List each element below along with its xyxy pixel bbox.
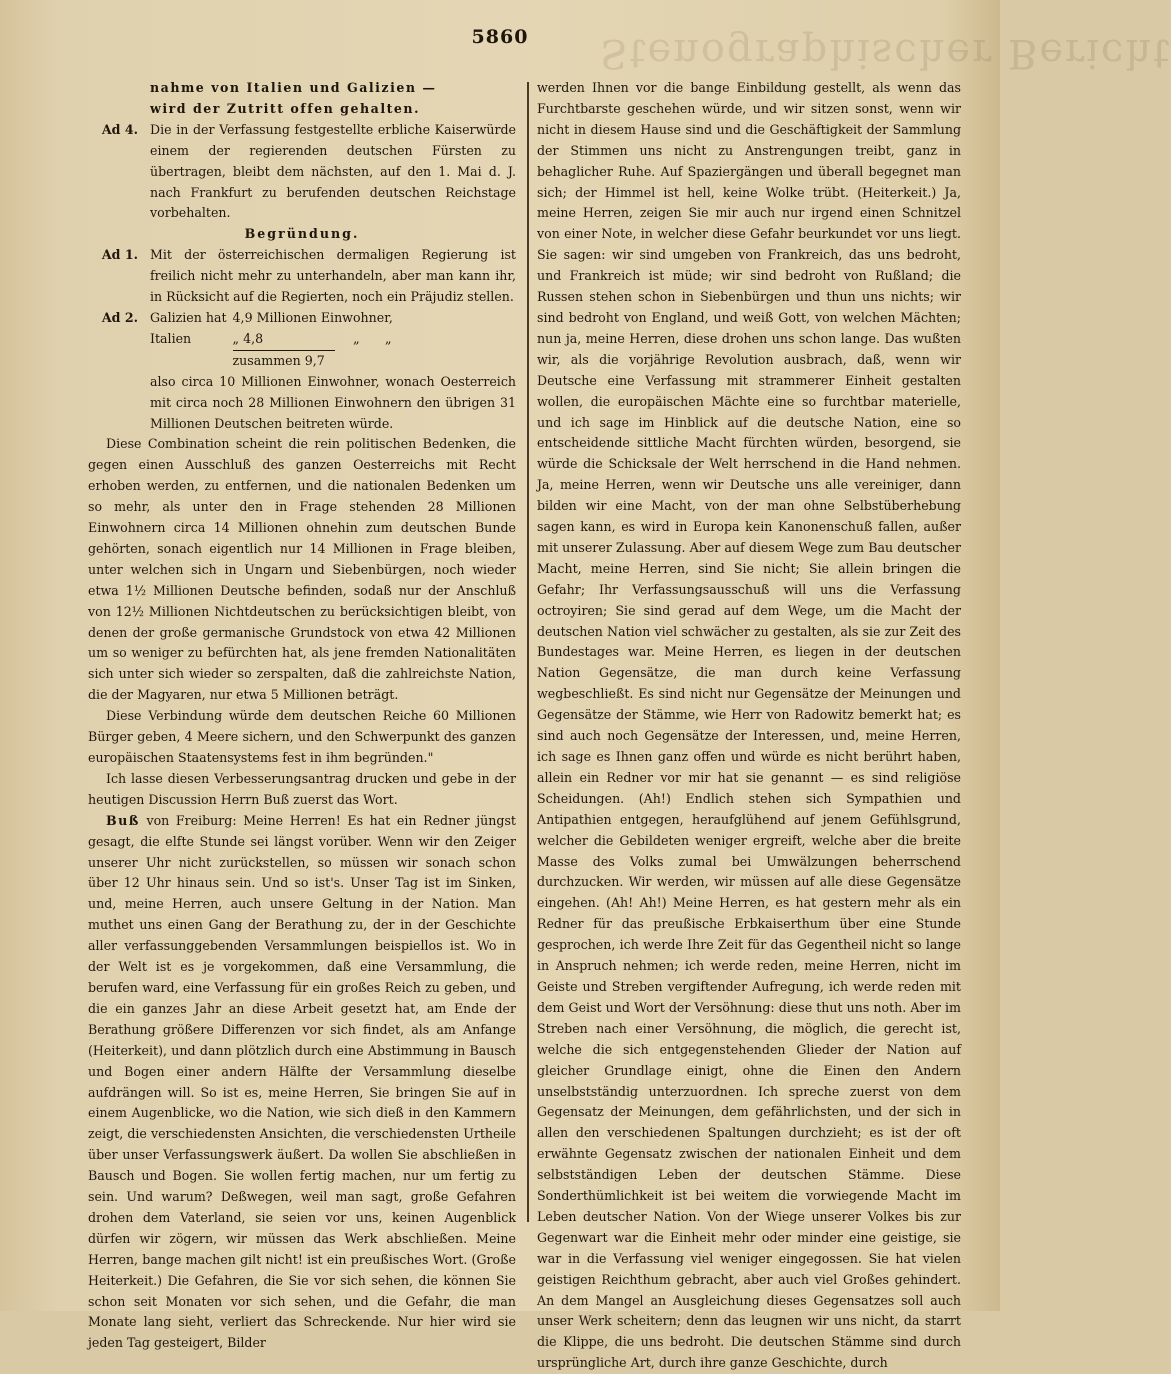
table-cell: 4,9 Millionen Einwohner, bbox=[232, 309, 393, 325]
ad2-content bbox=[150, 308, 516, 434]
paragraph: Diese Verbindung würde dem deutschen Reiche 60 Millionen Bürger geben, 4 Meere sichern, und den Schwerpunkt des ganzen europäischen Staatensystems fest in ihm begründen." bbox=[88, 708, 516, 765]
intro-line: wird der Zutritt offen gehalten. bbox=[150, 100, 420, 116]
left-column bbox=[88, 78, 516, 1354]
right-column bbox=[537, 78, 961, 1374]
speech-paragraph bbox=[88, 811, 516, 1355]
paragraph: werden Ihnen vor die bange Einbildung gestellt, als wenn das Furchtbarste geschehen würde, und wir sitzen sonst, wenn wir nicht in diesem Hause sind und die Geschäftigkeit der Sammlung der Stimmen uns nicht zu Anstrengungen treibt, ganz in behaglicher Ruhe. Auf Spaziergängen und überall begegnet man sich; der Himmel ist hell, keine Wolke trübt. (Heiterkeit.) Ja, meine Herren, zeigen Sie mir auch nur irgend einen Schnitzel von einer Note, in welcher diese Gefahr beurkundet vor uns liegt. Sie sagen: wir sind umgeben von Frankreich, das uns bedroht, und Frankreich ist müde; wir sind bedroht von Rußland; die Russen stehen schon in Siebenbürgen und thun uns nichts; wir sind bedroht von England, und weiß Gott, von welchen Mächten; nun ja, meine Herren, diese drohen uns schon lange. Das wußten wir, als die vorjährige Revolution ausbrach, daß, wenn wir Deutsche eine Verfassung mit strammerer Einheit gestalten wollen, die europäischen Mächte eine so furchtbar materielle, und ich sage im Hinblick auf die deutsche Nation, eine so entscheidende sittliche Macht fürchten würden, besorgend, sie würde die Schicksale der Welt herrschend in die Hand nehmen. Ja, meine Herren, wenn wir Deutsche uns alle vereiniger, dann bilden wir eine Macht, von der man ohne Selbstüberhebung sagen kann, es wird in Europa kein Kanonenschuß fallen, außer mit unserer Zulassung. Aber auf diesem Wege zum Bau deutscher Macht, meine Herren, sind Sie nicht; Sie allein bringen die Gefahr; Ihr Verfassungsausschuß will uns die Verfassung octroyiren; Sie sind gerad auf dem Wege, um die Macht der deutschen Nation viel schwächer zu gestalten, als sie zur Zeit des Bundestages war. Meine Herren, es liegen in der deutschen Nation Gegensätze, die man durch keine Verfassung wegbeschließt. Es sind nicht nur Gegensätze der Meinungen und Gegensätze der Stämme, wie Herr von Radowitz bemerkt hat; es sind auch noch Gegensätze der Interessen, und, meine Herren, ich sage es Ihnen ganz offen und würde es nicht berührt haben, allein ein Redner vor mir hat sie genannt — es sind religiöse Scheidungen. (Ah!) Endlich stehen sich Sympathien und Antipathien entgegen, heraufglühend auf jenem Gefühlsgrund, welcher die Gebildeten weniger ergreift, welche aber die breite Masse des Volks zumal bei Umwälzungen beherrschend durchzucken. Wir werden, wir müssen auf alle diese Gegensätze eingehen. (Ah! Ah!) Meine Herren, es hat gestern mehr als ein Redner für das preußische Erbkaiserthum über eine Stunde gesprochen, ich werde Ihre Zeit für das Gegentheil nicht so lange in Anspruch nehmen; ich werde reden, meine Herren, nicht im Geiste und Streben vergiftender Aufregung, ich werde reden mit dem Geist und Wort der Versöhnung: diese thut uns noth. Aber im Streben nach einer Versöhnung, die möglich, die gerecht ist, welche die sich entgegenstehenden Glieder der Nation auf gleicher Grundlage einigt, ohne die Einen den Andern unselbstständig unterzuordnen. Ich spreche zuerst von dem Gegensatz der Meinungen, dem gefährlichsten, und der sich in allen den verschiedenen Spaltungen durchzieht; es ist der oft erwähnte Gegensatz zwischen der nationalen Einheit und dem selbstständigen Leben der deutschen Stämme. Diese Sonderthümlichkeit ist bei weitem die vorwiegende Macht im Leben deutscher Nation. Von der Wiege unserer Volkes bis zur Gegenwart war die Einheit mehr oder minder eine geistige, sie war in die Verfassung viel weniger eingegossen. Sie hat vielen geistigen Reichthum gebracht, aber auch viel Großes gehindert. An dem Mangel an Ausgleichung dieses Gegensatzes soll auch unser Werk scheitern; denn das leugnen wir uns nicht, da starrt die Klippe, die uns bedroht. Die deutschen Stämme sind durch ursprüngliche Art, durch ihre ganze Geschichte, durch bbox=[537, 80, 961, 1371]
table-cell: „ bbox=[353, 330, 360, 346]
ad2-after-text: also circa 10 Millionen Einwohner, wonach Oesterreich mit circa noch 28 Millionen Einwohnern den übrigen 31 Millionen Deutschen beitreten würde. bbox=[150, 373, 516, 431]
table-cell: Galizien hat bbox=[150, 309, 227, 325]
table-cell: „ 4,8 bbox=[232, 330, 264, 346]
table-cell: Italien bbox=[150, 330, 192, 346]
intro-block bbox=[88, 78, 516, 120]
speech-text: von Freiburg: Meine Herren! Es hat ein Redner jüngst gesagt, die elfte Stunde sei längst vorüber. Wenn wir den Zeiger unserer Uhr nicht zurückstellen, so müssen wir sonach schon über 12 Uhr hinaus sein. Und so ist's. Unser Tag ist im Sinken, und, meine Herren, auch unsere Geltung in der Nation. Man muthet uns einen Gang der Berathung zu, der in der Geschichte aller verfassunggebenden Versammlungen beispiellos ist. Wo in der Welt ist es je vorgekommen, daß eine Versammlung, die berufen ward, eine Verfassung für ein großes Reich zu geben, und die ein ganzes Jahr an diese Arbeit gesetzt hat, am Ende der Berathung größere Differenzen vor sich findet, als am Anfange (Heiterkeit), und dann plötzlich durch eine Abstimmung in Bausch und Bogen einer andern Hälfte der Versammlung dieselbe aufdrängen will. So ist es, meine Herren, Sie bringen Sie auf in einem Augenblicke, wo die Nation, wie sich dieß in den Kammern zeigt, die verschiedensten Ansichten, die verschiedensten Urtheile über unser Verfassungswerk äußert. Da wollen Sie abschließen in Bausch und Bogen. Sie wollen fertig machen, nur um fertig zu sein. Und warum? Deßwegen, weil man sagt, große Gefahren drohen dem Vaterland, sie seien vor uns, keinen Augenblick dürfen wir zögern, wir müssen das Werk abschließen. Meine Herren, bange machen gilt nicht! ist ein preußisches Wort. (Große Heiterkeit.) Die Gefahren, die Sie vor sich sehen, die können Sie schon seit Monaten vor sich sehen, und die Gefahr, die man Monate lang sieht, verliert das Schreckende. Nur hier wird sie jeden Tag gesteigert, Bilder bbox=[88, 812, 516, 1351]
table-row bbox=[150, 350, 399, 372]
ad4-text: Die in der Verfassung festgestellte erbliche Kaiserwürde einem der regierenden deutschen Fürsten zu übertragen, bleibt dem nächsten, auf den 1. Mai d. J. nach Frankfurt zu berufenden deutschen Reichstage vorbehalten. bbox=[150, 121, 516, 221]
table-row bbox=[150, 308, 399, 329]
section-heading: Begründung. bbox=[244, 226, 360, 242]
paragraph: Ich lasse diesen Verbesserungsantrag drucken und gebe in der heutigen Discussion Herrn Buß zuerst das Wort. bbox=[88, 770, 516, 807]
table-row bbox=[150, 329, 399, 350]
ad2-block bbox=[88, 308, 516, 434]
speaker-name: Buß bbox=[106, 812, 140, 828]
ad4-block bbox=[88, 120, 516, 225]
column-divider bbox=[527, 82, 529, 1222]
ad4-label: Ad 4. bbox=[101, 121, 138, 137]
ad1-label: Ad 1. bbox=[101, 247, 138, 263]
ad1-block bbox=[88, 245, 516, 308]
intro-line: nahme von Italien und Galizien — bbox=[150, 80, 437, 95]
ad1-text: Mit der österreichischen dermaligen Regierung ist freilich nicht mehr zu unterhandeln, aber man kann ihr, in Rücksicht auf die Regierten, noch ein Präjudiz stellen. bbox=[150, 247, 516, 305]
paragraph: Diese Combination scheint die rein politischen Bedenken, die gegen einen Ausschluß des ganzen Oesterreichs mit Recht erhoben werden, zu entfernen, und die nationalen Bedenken um so mehr, als unter den in Frage stehenden 28 Millionen Einwohnern circa 14 Millionen ohnehin zum deutschen Bunde gehörten, sonach eigentlich nur 14 Millionen in Frage bleiben, unter welchen sich in Ungarn und Siebenbürgen, noch wieder etwa 1½ Millionen Deutsche befinden, sodaß nur der Anschluß von 12½ Millionen Nichtdeutschen zu berücksichtigen bleibt, von denen der große germanische Grundstock von etwa 42 Millionen um so weniger zu befürchten hat, als jene fremden Nationalitäten sich unter sich wieder so zerspalten, daß die zahlreichste Nation, die der Magyaren, nur etwa 5 Millionen beträgt. bbox=[88, 436, 516, 703]
table-cell bbox=[150, 350, 233, 372]
table-sum-cell: zusammen 9,7 bbox=[233, 350, 336, 372]
ad2-label: Ad 2. bbox=[101, 309, 138, 325]
table-cell: „ bbox=[384, 330, 392, 346]
bleed-through-text: Stenographischer Bericht bbox=[600, 30, 1171, 76]
page-number: 5860 bbox=[471, 26, 529, 48]
population-table bbox=[150, 308, 399, 372]
